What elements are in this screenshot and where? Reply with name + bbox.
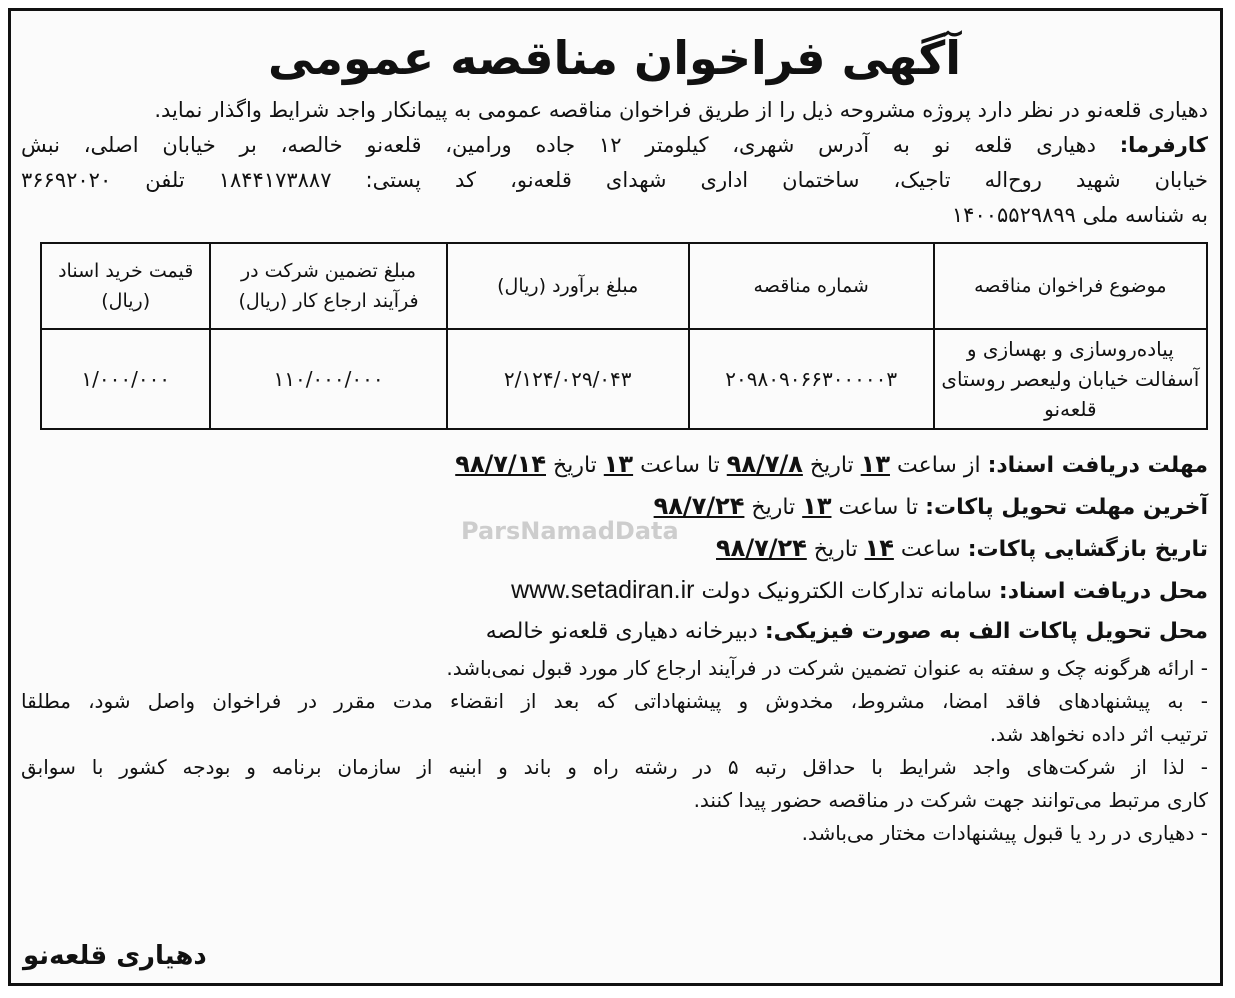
receive-date-2: ۹۸/۷/۱۴	[455, 450, 546, 478]
header-subject: موضوع فراخوان مناقصه	[934, 243, 1207, 329]
receive-from-text: از ساعت	[896, 453, 981, 478]
header-estimate: مبلغ برآورد (ریال)	[447, 243, 689, 329]
document-place-text: سامانه تدارکات الکترونیک دولت	[701, 579, 992, 604]
condition-1: - ارائه هرگونه چک و سفته به عنوان تضمین شرکت در فرآیند ارجاع کار مورد قبول نمی‌باشد.	[446, 656, 1208, 680]
employer-label: کارفرما:	[1119, 133, 1208, 157]
physical-delivery-label: محل تحویل پاکات الف به صورت فیزیکی:	[764, 619, 1208, 644]
cell-guarantee: ۱۱۰/۰۰۰/۰۰۰	[210, 329, 446, 429]
physical-delivery-text: دبیرخانه دهیاری قلعه‌نو خالصه	[485, 619, 758, 644]
receive-date-text-2: تاریخ	[553, 453, 597, 478]
watermark: ParsNamadData	[461, 517, 679, 545]
opening-date-value: ۹۸/۷/۲۴	[716, 534, 807, 562]
notice-title: آگهی فراخوان مناقصه عمومی	[268, 31, 961, 85]
tender-table	[40, 242, 1208, 430]
receive-hour-1: ۱۳	[860, 450, 890, 478]
receive-deadline	[21, 444, 1208, 486]
delivery-until-text: تا ساعت	[838, 495, 919, 520]
delivery-label: آخرین مهلت تحویل پاکات:	[925, 495, 1208, 520]
condition-3-line-1: - لذا از شرکت‌های واجد شرایط با حداقل رتبه ۵ در رشته راه و باند و ابنیه از سازمان برنامه و بودجه کشور با سوابق	[21, 755, 1208, 779]
delivery-hour: ۱۳	[802, 492, 832, 520]
opening-hour: ۱۴	[864, 534, 894, 562]
delivery-date-text: تاریخ	[751, 495, 796, 520]
employer-line-3: به شناسه ملی ۱۴۰۰۵۵۲۹۸۹۹	[951, 203, 1208, 227]
document-place	[21, 570, 1208, 612]
header-tender-number: شماره مناقصه	[689, 243, 934, 329]
conditions-list	[21, 652, 1208, 850]
physical-delivery	[21, 612, 1208, 652]
opening-hour-text: ساعت	[900, 537, 961, 562]
condition-3-line-2: کاری مرتبط می‌توانند جهت شرکت در مناقصه حضور پیدا کنند.	[693, 788, 1208, 812]
receive-to-text: تا ساعت	[640, 453, 720, 478]
condition-2-line-2: ترتیب اثر داده نخواهد شد.	[989, 722, 1208, 746]
condition-4: - دهیاری در رد یا قبول پیشنهادات مختار می‌باشد.	[801, 821, 1208, 845]
cell-document-price: ۱/۰۰۰/۰۰۰	[41, 329, 210, 429]
cell-subject: پیاده‌روسازی و بهسازی و آسفالت خیابان ولیعصر روستای قلعه‌نو	[934, 329, 1207, 429]
receive-hour-2: ۱۳	[603, 450, 634, 478]
employer-line-2: خیابان شهید روح‌اله تاجیک، ساختمان اداری شهدای قلعه‌نو، کد پستی: ۱۸۴۴۱۷۳۸۸۷ تلفن ۳۶۶۹۲۰۲۰	[21, 168, 1208, 192]
header-guarantee: مبلغ تضمین شرکت در فرآیند ارجاع کار (ریال)	[210, 243, 446, 329]
delivery-date: ۹۸/۷/۲۴	[653, 492, 745, 520]
employer-line-1	[21, 128, 1208, 163]
notice-frame	[8, 8, 1223, 986]
table-header-row	[41, 243, 1207, 329]
document-place-label: محل دریافت اسناد:	[998, 579, 1208, 604]
cell-tender-number: ۲۰۹۸۰۹۰۶۶۳۰۰۰۰۰۳	[689, 329, 934, 429]
receive-date-1: ۹۸/۷/۸	[726, 450, 803, 478]
table-row	[41, 329, 1207, 429]
header-document-price: قیمت خرید اسناد (ریال)	[41, 243, 210, 329]
receive-date-text-1: تاریخ	[809, 453, 854, 478]
opening-label: تاریخ بازگشایی پاکات:	[967, 537, 1208, 562]
signature: دهیاری قلعه‌نو	[23, 941, 207, 971]
opening-date-text: تاریخ	[813, 537, 858, 562]
employer-address-1: دهیاری قلعه نو به آدرس شهری، کیلومتر ۱۲ جاده ورامین، قلعه‌نو خالصه، بر خیابان اصلی، نبش	[21, 133, 1096, 157]
receive-label: مهلت دریافت اسناد:	[987, 453, 1208, 478]
intro-text: دهیاری قلعه‌نو در نظر دارد پروژه مشروحه ذیل را از طریق فراخوان مناقصه عمومی به پیمانکار واجد شرایط واگذار نماید.	[154, 98, 1208, 122]
setadiran-link[interactable]: www.setadiran.ir	[511, 576, 695, 604]
condition-2-line-1: - به پیشنهادهای فاقد امضا، مشروط، مخدوش و پیشنهاداتی که بعد از انقضاء مدت مقرر در فراخوان واصل شود، مطلقا	[21, 689, 1208, 713]
notice-content	[21, 19, 1208, 975]
cell-estimate: ۲/۱۲۴/۰۲۹/۰۴۳	[447, 329, 689, 429]
